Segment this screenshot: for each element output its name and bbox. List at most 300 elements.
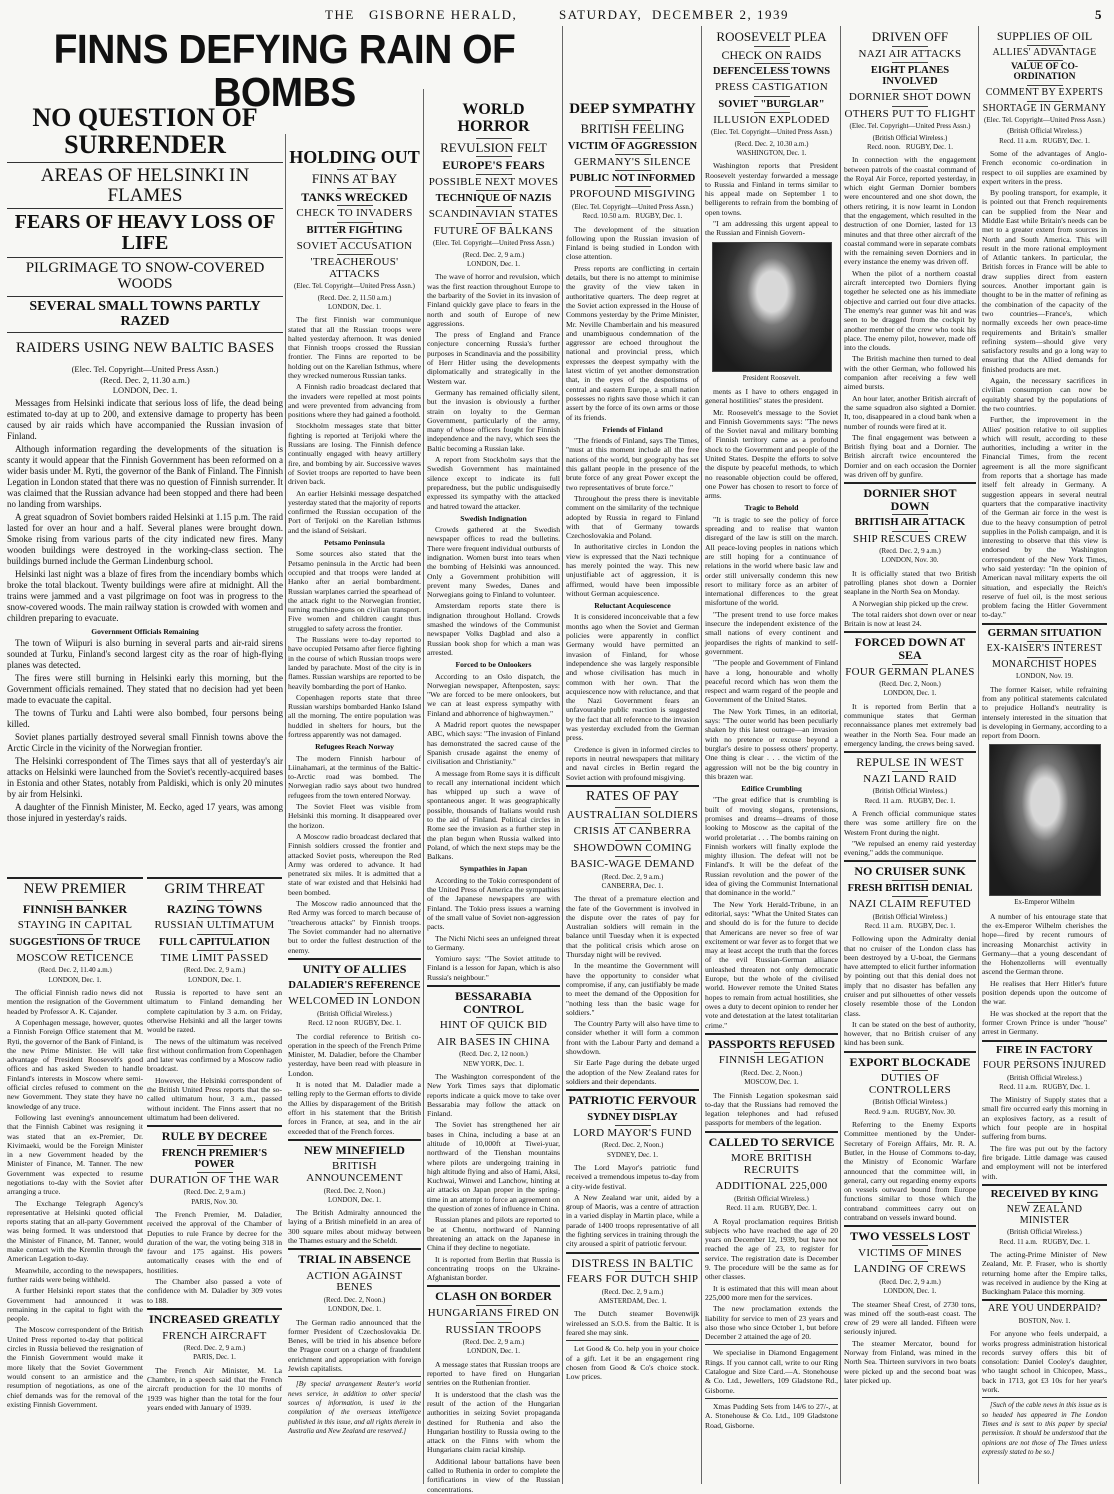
paragraph: It can be stated on the best of authority, however, that no British cruiser of any kind has been sunk. bbox=[844, 1019, 976, 1048]
received-line: Recd. 9 a.m. bbox=[864, 1107, 900, 1116]
headline: RUSSIAN TROOPS bbox=[445, 1323, 542, 1336]
paragraph: The first Finnish war communique stated that all the Russian troops were halted yesterday afternoon. It was denied that Finnish troops crossed the Russian frontier. The Finns are reported to be holding out on the Karelian Isthmus, where they wrecked numerous Russian tanks. bbox=[288, 315, 421, 380]
received-line: (Recd. Dec. 2, 9 a.m.) bbox=[879, 547, 941, 556]
headline: FRENCH PREMIER'S POWER bbox=[161, 1147, 268, 1170]
paragraph: In authoritative circles in London the view is expressed that the Nazi technique has merely pointed the way. This new unjustifiable act of aggression, it is affirmed, would have been impossible without German acquiescence. bbox=[566, 542, 699, 598]
headline: HINT OF QUICK BID bbox=[439, 1019, 548, 1032]
section-subhead: Forced to be Onlookers bbox=[455, 660, 532, 670]
headline: ACTION AGAINST BENES bbox=[306, 1269, 403, 1294]
paragraph: The British machine then turned to deal with the other German, who followed his companion after receiving a few well aimed bursts. bbox=[844, 354, 976, 392]
headline: FOUR PERSONS INJURED bbox=[982, 1060, 1107, 1072]
headline: FULL CAPITULATION bbox=[159, 936, 270, 948]
credit-line: (British Official Wireless.) bbox=[872, 1098, 948, 1107]
paragraph: Russian planes and pilots are reported to be at Chentu, northward of Nanning threatening an attack on the Japanese in China if they decline to negotiate. bbox=[427, 1215, 560, 1253]
headline: SHOWDOWN COMING bbox=[573, 841, 692, 854]
dateline: LONDON, Dec. 1. bbox=[466, 260, 521, 269]
paragraph: However, the Helsinki correspondent of the British United Press reports that the so-called ultimatum hour, 3 a.m., passed without incident. The Finns assert that no ultimatum had been delivered. bbox=[147, 1075, 282, 1122]
received-line: (Recd. Dec. 2, 11.50 a.m.) bbox=[317, 293, 392, 302]
paragraph: The Helsinki correspondent of The Times says that all of yesterday's air attacks on Helsinki were launched from the Soviet's recently-acquired bases in Estonia and other States, notably from Paldiski, which is only 20 minutes by air from Helsinki. bbox=[7, 756, 283, 800]
column-2 bbox=[147, 874, 282, 1484]
dateline: BOSTON, Nov. 1. bbox=[1018, 1316, 1071, 1325]
headline: RATES OF PAY bbox=[585, 788, 680, 804]
paragraph: The total raiders shot down over or near Britain is now at least 24. bbox=[844, 609, 976, 629]
column-rule bbox=[840, 26, 841, 1484]
paragraph: The Chamber also passed a vote of confidence with M. Daladier by 309 votes to 188. bbox=[147, 1277, 282, 1305]
paragraph: Further, the improvement in the Allies' position relative to oil supplies which will result, according to these authorities, including a writer in the Financial Times, from the recent agreement is all the more significant from reports that a shortage has made itself felt already in Germany. A suggestion appears in several neutral quarters that the comparative inactivity of the German air force in the west is due to the heavy consumption of petrol supplies in the Polish campaign, and it is interesting to observe that this view is endorsed by the Washington correspondent of the New York Times, who said yesterday: "In the opinion of American naval military experts the oil situation, and especially the Reich's reserve of fuel oil, is the most serious problem facing the Hitler Government to-day." bbox=[982, 415, 1107, 620]
received-line: Recd. 11 a.m. bbox=[864, 796, 904, 805]
headline: HUNGARIANS FIRED ON bbox=[427, 1307, 560, 1320]
credit-line: (British Official Wireless.) bbox=[1007, 127, 1082, 136]
headline: RAZING TOWNS bbox=[166, 901, 263, 916]
headline: OTHERS PUT TO FLIGHT bbox=[844, 107, 976, 120]
headline: LORD MAYOR'S FUND bbox=[573, 1126, 692, 1139]
paragraph: It is noted that M. Daladier made a telling reply to the German efforts to divide the Allies by disparagement of the British effort in his statement that the British forces in France, at sea, and in the air exceeded that of the French forces. bbox=[288, 1080, 421, 1136]
dateline-text: RUGBY, Dec. 1. bbox=[905, 142, 953, 151]
headline: NO CRUISER SUNK bbox=[854, 864, 966, 879]
paragraph: According to an Oslo dispatch, the Norwegian newspaper, Aftenposten, says: "We are forced to be mere onlookers, but we can at least express sympathy with Finland and abhorrence of highwaymen." bbox=[427, 671, 560, 718]
paragraph: ments as I have to others engaged in general hostilities" states the president. bbox=[705, 386, 838, 406]
headline: SHORTAGE IN GERMANY bbox=[982, 102, 1107, 114]
headline: TANKS WRECKED bbox=[301, 189, 408, 204]
paragraph: The acting-Prime Minister of New Zealand, Mr. P. Fraser, who is shortly returning home after the Empire talks, was received in audience by the King at Buckingham Palace this morning. bbox=[982, 1250, 1107, 1297]
dateline bbox=[288, 1019, 421, 1028]
dateline-text: RUGBY, Dec. 1. bbox=[1042, 1082, 1090, 1091]
advertisement: Let Good & Co. help you in your choice of a gift. Let it be an engagement ring chosen from Good & Co's choice stock. Low prices. bbox=[566, 1344, 699, 1382]
paragraph: The development of the situation following upon the Russian invasion of Finland is being studied in London with close attention. bbox=[566, 224, 699, 262]
headline: WORLD HORROR bbox=[457, 101, 530, 135]
column-4 bbox=[427, 100, 560, 1494]
dateline bbox=[844, 1108, 976, 1117]
headline: FUTURE OF BALKANS bbox=[433, 224, 554, 237]
headline: SOVIET "BURGLAR" bbox=[718, 98, 825, 110]
column-5 bbox=[566, 100, 699, 1484]
page-number: 5 bbox=[1095, 7, 1103, 22]
column-rule bbox=[423, 89, 424, 1484]
paragraph: Yomiuro says: "The Soviet attitude to Finland is a lesson for Japan, which is also Russia's neighbour." bbox=[427, 954, 560, 982]
lead-subhead: PILGRIMAGE TO SNOW-COVERED WOODS bbox=[25, 260, 265, 293]
headline: ARE YOU UNDERPAID? bbox=[988, 1303, 1101, 1315]
headline: FEARS FOR DUTCH SHIP bbox=[566, 1273, 699, 1286]
paragraph: The fire was put out by the factory fire brigade. Little damage was caused and employment will not be interfered with. bbox=[982, 1143, 1107, 1181]
paragraph: The steamer Mercator, bound for Norway from Finland, was mined in the North Sea. Thirteen survivors in two boats were picked up and the second boat was later picked up. bbox=[844, 1338, 976, 1385]
received-line: (Recd. Dec. 2, Noon.) bbox=[740, 1068, 803, 1077]
section-subhead: Swedish Indignation bbox=[460, 513, 527, 523]
headline: 'TREACHEROUS' ATTACKS bbox=[310, 256, 399, 280]
paragraph: Amsterdam reports state there is indignation throughout Holland. Crowds smashed the windows of the Communist newspaper Volks Dagblad and also a Russian book shop for which a man was arrested. bbox=[427, 601, 560, 657]
paragraph: Soviet planes partially destroyed several small Finnish towns above the Arctic Circle in the vicinity of the Norwegian frontier. bbox=[7, 732, 283, 754]
paragraph: Following upon the Admiralty denial that no cruiser of the London class has been destroyed by a U-boat, the Germans have attempted to elicit further information by pointing out that this denial does not imply that no disaster has befallen any cruiser and put silhouettes of other vessels closely resemble those of the London class. bbox=[844, 934, 976, 1018]
paragraph: It is officially stated that two British patrolling planes shot down a Dornier seaplane in the North Sea on Monday. bbox=[844, 568, 976, 597]
headline: SUGGESTIONS OF TRUCE bbox=[9, 936, 141, 948]
paragraph: An earlier Helsinki message despatched yesterday stated that the majority of reports confirmed the Russian occupation of the Port of Terijoki on the Karelian Isthmus and the island of Seiskari. bbox=[288, 488, 421, 535]
section-subhead: Refugees Reach Norway bbox=[315, 742, 394, 752]
headline: DALADIER'S REFERENCE bbox=[288, 980, 421, 992]
headline: RULE BY DECREE bbox=[161, 1129, 268, 1144]
paragraph: The Dutch steamer Bovenwijk wirelessed an S.O.S. from the Baltic. It is feared she may sink. bbox=[566, 1309, 699, 1337]
section-subhead: Government Officials Remaining bbox=[91, 626, 199, 636]
lead-subhead: AREAS OF HELSINKI IN FLAMES bbox=[40, 164, 250, 206]
received-line: (Recd. Dec. 2, 9 a.m.) bbox=[183, 1188, 246, 1197]
column-7 bbox=[844, 28, 976, 1484]
headline: LANDING OF CREWS bbox=[853, 1263, 967, 1276]
paragraph: Although information regarding the developments of the situation is scanty it would appear that the Finnish Government has been reformed on a wider basis under M. Ryti, the governor of the Bank of Finland. The Finnish Legation in London stated that there was no question of Finnish surrender. It was claimed that the Russian advance had been stopped and there had been no landing from warships. bbox=[7, 443, 283, 509]
dateline-text: RUGBY, Dec. 1. bbox=[908, 921, 956, 930]
received-line: Recd. 11 a.m. bbox=[999, 1237, 1038, 1246]
paragraph: A Royal proclamation requires British subjects who have reached the age of 20 years on December 12, 1939, but have not reached the age of 23, to register for service. The registration date is December 9. The procedure will be the same as for other classes. bbox=[705, 1216, 838, 1282]
paragraph: The press of England and France conjecture concerning Russia's further purposes in Scandinavia and the possibility of Herr Hitler using the developments diplomatically and strategically in the Western war. bbox=[427, 330, 560, 386]
paragraph: Additional labour battalions have been called to Ruthenia in order to complete the fortifications in view of the Russian concentrations. bbox=[427, 1456, 560, 1494]
paragraph: It is reported from Berlin that a communique states that German reconnaissance planes met extremely bad weather in the North Sea. Four made an emergency landing, the crews being saved. bbox=[844, 701, 976, 748]
paragraph: The news of the ultimatum was received first without confirmation from Copenhagen and later was confirmed by a Moscow radio broadcast. bbox=[147, 1036, 282, 1074]
headline: DISTRESS IN BALTIC bbox=[571, 1255, 694, 1270]
headline: SUPPLIES OF OIL bbox=[996, 29, 1093, 43]
credit-line: (British Official Wireless.) bbox=[872, 912, 948, 921]
received-line: (Recd. Dec. 2, Noon.) bbox=[601, 1141, 664, 1150]
headline: VICTIMS OF MINES bbox=[858, 1246, 962, 1259]
headline: NEW ZEALAND MINISTER bbox=[1006, 1204, 1083, 1226]
headline: EX-KAISER'S INTEREST bbox=[986, 643, 1103, 655]
headline: PUBLIC NOT INFORMED bbox=[569, 173, 696, 185]
headline: GERMANY'S SILENCE bbox=[574, 155, 691, 168]
dateline-text: RUGBY, Dec. 1. bbox=[908, 796, 956, 805]
paragraph: Messages from Helsinki indicate that serious loss of life, the dead being estimated to-day at up to 200, and extensive damage to property has been caused by air raids which have accompanied the Russian invasion of Finland. bbox=[7, 397, 283, 441]
received-line: Recd. 11 a.m. bbox=[999, 136, 1038, 145]
headline: NAZI LAND RAID bbox=[863, 772, 957, 785]
headline: BRITISH AIR ATTACK bbox=[854, 517, 966, 529]
lead-subhead: SEVERAL SMALL TOWNS PARTLY RAZED bbox=[29, 298, 261, 329]
dateline-text: RUGBY, Nov. 30. bbox=[904, 1107, 956, 1116]
headline: ROOSEVELT PLEA bbox=[716, 29, 827, 44]
received-line: (Recd. Dec. 2, 10.30 a.m.) bbox=[734, 139, 809, 148]
lead-subhead: FEARS OF HEAVY LOSS OF LIFE bbox=[14, 211, 276, 255]
received-line: (Recd. Dec. 2, 12 noon.) bbox=[459, 1050, 528, 1059]
credit-line: (Elec. Tel. Copyright—United Press Assn.) bbox=[572, 203, 693, 211]
received-line: (Recd. Dec. 2, 9 a.m.) bbox=[462, 250, 525, 259]
paragraph: Some sources also stated that the Petsamo peninsula in the Arctic had been occupied and that troops were landed at Hanko after an aerial bombardment. Russian warplanes carried the spearhead of the attack right to the Norwegian frontier, turning machine-guns on civilian transport. Five women and children caught thus struggled to safety across the frontier. bbox=[288, 549, 421, 633]
section-subhead: Tragic to Behold bbox=[744, 503, 799, 513]
headline: DORNIER SHOT DOWN bbox=[848, 91, 972, 104]
dateline-text: RUGBY, Dec. 1. bbox=[769, 1204, 817, 1213]
received-line: (Recd. Dec. 2, 9 a.m.) bbox=[183, 966, 246, 975]
column-8 bbox=[982, 28, 1107, 1484]
received-line: (Recd. Dec. 2, 11.40 a.m.) bbox=[38, 966, 112, 975]
paragraph: "The present trend to use force makes insecure the independent existence of the small nations of every continent and jeopardises the rights of mankind to self-government. bbox=[705, 609, 838, 656]
headline: EXPORT BLOCKADE bbox=[849, 1054, 971, 1069]
headline: ADDITIONAL 225,000 bbox=[715, 1180, 828, 1193]
headline: CHECK ON RAIDS bbox=[721, 47, 822, 62]
masthead-paper-name: GISBORNE HERALD, bbox=[369, 7, 518, 22]
paragraph: The Washington correspondent of the New York Times says that diplomatic reports indicate a quick move to take over Bessarabia may follow the attack on Finland. bbox=[427, 1071, 560, 1119]
dateline: LONDON, Dec. 1. bbox=[112, 384, 178, 395]
reuters-note: [By special arrangement Reuter's world news service, in addition to other special sources of information, is used in the compilation of the overseas intelligence published in this issue, and all rights therein in Australia and New Zealand are reserved.] bbox=[288, 1380, 421, 1435]
dateline: MOSCOW, Dec. 1. bbox=[744, 1078, 799, 1087]
headline: POSSIBLE NEXT MOVES bbox=[428, 175, 559, 188]
dateline-text: RUGBY, Dec. 1. bbox=[353, 1019, 401, 1028]
paragraph: The Nichi Nichi sees an unfeigned threat to Germany. bbox=[427, 933, 560, 952]
headline: CLASH ON BORDER bbox=[435, 1289, 552, 1304]
headline: CRISIS AT CANBERRA bbox=[573, 825, 692, 838]
headline: NAZI AIR ATTACKS bbox=[858, 47, 962, 60]
paragraph: The French Premier, M. Daladier, received the approval of the Chamber of Deputies to rule France by decree for the duration of the war, the voting being 318 in favour and 175 against. His powers automatically ceases with the end of hostilities. bbox=[147, 1209, 282, 1275]
paragraph: "We repulsed an enemy raid yesterday evening," adds the communique. bbox=[844, 838, 976, 858]
headline: FORCED DOWN AT SEA bbox=[854, 635, 966, 663]
received-line: (Recd. Dec. 2, 9 a.m.) bbox=[879, 1278, 941, 1286]
dateline: LONDON, Dec. 1. bbox=[327, 1195, 382, 1204]
paragraph: Throughout the press there is inevitable comment on the similarity of the technique adopted by Russia in regard to Finland with that of Germany towards Czechoslovakia and Poland. bbox=[566, 493, 699, 541]
received-line: Recd. noon. bbox=[866, 142, 901, 151]
received-line: Recd. 11 a.m. bbox=[726, 1204, 765, 1213]
paragraph: He was shocked at the report that the former Crown Prince is under "house" arrest in Germany. bbox=[982, 1008, 1107, 1037]
paragraph: He realises that Herr Hitler's future position depends upon the outcome of the war. bbox=[982, 978, 1107, 1007]
headline: BRITISH ANNOUNCEMENT bbox=[306, 1160, 403, 1184]
paragraph: "The friends of Finland, says The Times, "must at this moment include all the free nations of the world, but geography has set this gallant people in the presence of the brute force of any great Power except the two representatives of brute force." bbox=[566, 436, 699, 492]
paragraph: Stockholm messages state that bitter fighting is reported at Terijoki where the Russians are losing. The Finnish defence continually engaged with heavy artillery fire, and bombing by air. Successive waves of Soviet troops are reported to have been driven back. bbox=[288, 421, 421, 487]
banner-area bbox=[7, 26, 562, 116]
paragraph: It is considered inconceivable that a few months ago when the Soviet and German policies were apparently in conflict Germany would have permitted an invasion of Finland, for whose independence she was largely responsible and whose civilisation has much in common with her own. That the acquiescence now with reluctance, and that the Nazi Government fears an unfavourable public reaction is suggested by the fact that all reference to the invasion was yesterday excluded from the German press. bbox=[566, 612, 699, 743]
headline: NEW MINEFIELD bbox=[304, 1142, 405, 1157]
section-subhead: Reluctant Acquiescence bbox=[594, 601, 671, 611]
headline: SCANDINAVIAN STATES bbox=[428, 208, 559, 221]
paragraph: In the meantime the Government will have the opportunity to consider what compromise, if any, can justifiably be made to meet the demand of the Opposition for "nothing less than the basic wage for soldiers." bbox=[566, 961, 699, 1017]
paragraph: Germany has remained officially silent, but the invasion is obviously a further strain on loyalty to the German Government, particularly of the army, many of whose officers fought for Finnish independence and the navy, which sees the Baltic becoming a Russian lake. bbox=[427, 387, 560, 453]
banner-headline: FINNS DEFYING RAIN OF BOMBS bbox=[53, 26, 516, 116]
headline: BITTER FIGHTING bbox=[306, 224, 403, 236]
dateline: LONDON, Dec. 1. bbox=[883, 1287, 937, 1296]
paragraph: A daughter of the Finnish Minister, M. Eecko, aged 17 years, was among those injured in yesterday's raids. bbox=[7, 802, 283, 824]
headline: VALUE OF CO-ORDINATION bbox=[1010, 62, 1079, 83]
received-line: (Recd. Dec. 2, 11.30 a.m.) bbox=[100, 375, 190, 386]
paragraph: Following last evening's announcement that the Finnish Cabinet was resigning it was stated that an ex-Premier, Dr. Kivimaeki, would be the Foreign Minister in a new Government headed by the Minister of Finance, M. Tanner. The new Government was expected to resume negotiations to-day with the Soviet after arranging a truce. bbox=[7, 1112, 143, 1197]
received-line: (Recd. Dec. 2, 9 a.m.) bbox=[462, 1338, 525, 1347]
paragraph: The threat of a premature election and the fate of the Government is involved in the dispute over the rates of pay for Australian soldiers will remain in the balance until Tuesday when it is expected that the political crisis which arose on Thursday night will be revived. bbox=[566, 894, 699, 960]
paragraph: The Lord Mayor's patriotic fund received a tremendous impetus to-day from a city-wide festival. bbox=[566, 1162, 699, 1191]
headline: INCREASED GREATLY bbox=[148, 1311, 281, 1326]
paragraph: Helsinki last night was a blaze of fires from the incendiary bombs which broke the total blackout. Twenty buildings were afire at midnight. All the trains were jammed and a vast pilgrimage on foot was in progress to the snow-covered woods. The main railway station is crowded with women and children preparing to evacuate. bbox=[7, 568, 283, 623]
paragraph: Sir Earle Page during the debate urged the adoption of the New Zealand rates for soldiers and their dependants. bbox=[566, 1058, 699, 1086]
paragraph: "The great edifice that is crumbling is built of moving slogans, pretensions, promises and dreams—dreams of those looking to Moscow as the capital of the world proletariat . . . The bombs raining on Finnish workers will finally explode the mighty illusion. The defeat will not be Finland's. It will be the defeat of the Russian revolution and the power of the idea of giving the Communist International that dominance in the world." bbox=[705, 795, 838, 898]
headline: AUSTRALIAN SOLDIERS bbox=[566, 808, 699, 821]
paragraph: A report from Stockholm says that the Swedish Government has maintained silence except to indicate its full preparedness, but the public undisguisedly expressed its sympathy with the attacked and hatred toward the attacker. bbox=[427, 455, 560, 511]
dateline: NEW YORK, Dec. 1. bbox=[463, 1059, 524, 1068]
received-line: (Recd. Dec. 2, Noon.) bbox=[879, 680, 941, 689]
paragraph: A Finnish radio broadcast declared that the invaders were repelled at most points and were prevented from advancing from positions where they had gained a foothold. bbox=[288, 382, 421, 420]
paragraph: The French Air Minister, M. La Chambre, in a speech said that the French aircraft production for the 10 months of 1939 was higher than the total for the four years ended with January of 1939. bbox=[147, 1365, 282, 1412]
column-1 bbox=[7, 874, 143, 1484]
paragraph: "I am addressing this urgent appeal to the Russian and Finnish Govern- bbox=[705, 219, 838, 238]
paragraph: A further Helsinki report states that the Government had announced it was remaining in the capital to fight with the people. bbox=[7, 1286, 143, 1324]
paragraph: A Copenhagen message, however, quotes a Finnish Foreign Office statement that M. Ryti, the governor of the Bank of Finland, is the new Prime Minister. He will take advantage of President Roosevelt's good offices and has asked Sweden to handle Finland's interests in Moscow where semi-official circles refused to comment on the new Government. They state they have no knowledge of any truce. bbox=[7, 1017, 143, 1111]
dateline: LONDON, Dec. 1. bbox=[327, 1305, 382, 1314]
paragraph: It is reported from Berlin that Russia is concentrating troops on the Ukraine-Afghanistan border. bbox=[427, 1254, 560, 1283]
headline: NAZI CLAIM REFUTED bbox=[848, 898, 972, 911]
lead-subhead: RAIDERS USING NEW BALTIC BASES bbox=[15, 340, 275, 357]
headline: SHIP RESCUES CREW bbox=[852, 532, 968, 545]
headline: AIR BASES IN CHINA bbox=[436, 1035, 551, 1048]
lead-story bbox=[7, 102, 283, 870]
headline: STAYING IN CAPITAL bbox=[17, 919, 133, 932]
credit-line: (Elec. Tel. Copyright—United Press Assn.) bbox=[711, 128, 832, 137]
dateline: LONDON, Dec. 1. bbox=[466, 1347, 521, 1356]
credit-line: (Elec. Tel. Copyright—United Press Assn.) bbox=[984, 116, 1105, 125]
credit-line: (British Official Wireless.) bbox=[872, 787, 948, 796]
advertisement: Xmas Pudding Sets from 14/6 to 27/-, at A. Stonehouse & Co. Ltd., 109 Gladstone Road, Gisborne. bbox=[705, 1401, 838, 1430]
section-subhead: Sympathies in Japan bbox=[459, 864, 528, 874]
headline: EUROPE'S FEARS bbox=[442, 158, 545, 173]
masthead-the: THE bbox=[325, 7, 355, 22]
paragraph: Meanwhile, according to the newspapers, further raids were being withheld. bbox=[7, 1265, 143, 1284]
headline: ALLIES' ADVANTAGE bbox=[992, 46, 1097, 58]
column-6 bbox=[705, 28, 838, 1484]
headline: VICTIM OF AGGRESSION bbox=[567, 140, 698, 152]
paragraph: The German radio announced that the former President of Czechoslovakia Dr. Benes, will be tried in his absence before the Prague court on a charge of fraudulent enrichment and appropriation with foreign Jewish capitalists. bbox=[288, 1317, 421, 1374]
headline: FIRE IN FACTORY bbox=[996, 1043, 1093, 1056]
section-subhead: Friends of Finland bbox=[602, 424, 663, 434]
headline: REVULSION FELT bbox=[440, 139, 547, 155]
roosevelt-photo bbox=[712, 242, 832, 372]
headline: DORNIER SHOT DOWN bbox=[863, 486, 957, 513]
dateline-text: RUGBY, Dec. 1. bbox=[1042, 136, 1090, 145]
paragraph: The former Kaiser, while refraining from any political statements calculated to prejudice Holland's neutrality is intensely interested in the situation that is developing in Germany, according to a report from Doorn. bbox=[982, 684, 1107, 741]
column-3 bbox=[288, 146, 421, 1484]
credit-line: (British Official Wireless.) bbox=[1007, 1228, 1082, 1237]
paragraph: The New York Herald-Tribune, in an editorial, says: "What the United States can and should do is for the future to decide that Americans are never so free of war excitement or war fever as to forget that we may at least accept the truth that the forces of the evil Russian-German alliance unleashed threaten not only democratic Europe, but the whole of the civilised world. However remote the United States hopes to remain from actual hostilities, she owes a duty to decent opinion to render her vote and detestation at the latest totalitarian crime." bbox=[705, 899, 838, 1030]
column-rule bbox=[701, 26, 702, 1484]
dateline: PARIS, Dec. 1. bbox=[193, 1353, 236, 1362]
headline: PASSPORTS REFUSED bbox=[707, 1036, 836, 1051]
headline: FINNS AT BAY bbox=[311, 170, 398, 186]
headline: SYDNEY DISPLAY bbox=[587, 1111, 678, 1123]
paragraph: Mr. Roosevelt's message to the Soviet and Finnish Governments says: "The news of the Soviet naval and military bombing of Finnish territory came as a profound shock to the Government and people of the United States. Despite the efforts to solve the dispute by peaceful methods, to which no reasonable objection could be offered, one Power has chosen to resort to force of arms. bbox=[705, 407, 838, 501]
headline: REPULSE IN WEST bbox=[856, 755, 964, 770]
headline: WELCOMED IN LONDON bbox=[288, 995, 421, 1008]
paragraph: The Soviet has strengthened her air bases in China, including a base at an altitude of 10,000ft at Tiwei-yuar, northward of the Tienshan mountains where pilots are undergoing training in high altitude flying and also of Hami, Aksi, Kuchwai, Winwei and Lanchow, hinting at air attacks on Japan proper in the spring-time in an attempt to force an agreement on the question of zones of influence in China. bbox=[427, 1120, 560, 1214]
lead-headline: NO QUESTION OF SURRENDER bbox=[32, 103, 258, 160]
paragraph: A message from Rome says it is difficult to recall any international incident which has whipped up such a wave of spontaneous anger. It was geographically possible, thousands of Italians would rush to the aid of Finland. Political circles in Rome see the invasion as a further step in the plan begun when Russia walked into Poland, of which the next steps may be the Balkans. bbox=[427, 768, 560, 862]
paragraph: A number of his entourage state that the ex-Emperor Wilhelm cherishes the hope—fired by recent rumours of increasing Monarchist activity in Germany—that a young descendant of the Hohenzollerns will eventually ascend the German throne. bbox=[982, 911, 1107, 977]
headline: RUSSIAN ULTIMATUM bbox=[154, 919, 275, 932]
paragraph: The fires were still burning in Helsinki early this morning, but the Government officials remained. They stated that no decision had yet been made to evacuate the capital. bbox=[7, 673, 283, 706]
paragraph: A Moscow radio broadcast declared that Finnish soldiers crossed the frontier and attacked Soviet posts, whereupon the Red Army was ordered to advance. It had penetrated six miles. It is admitted that a state of war existed and that Helsinki had been bombed. bbox=[288, 831, 421, 897]
received-line: (Recd. Dec. 2, Noon.) bbox=[323, 1186, 386, 1195]
headline: DURATION OF THE WAR bbox=[149, 1173, 280, 1186]
headline: TWO VESSELS LOST bbox=[850, 1229, 970, 1244]
paragraph: A message states that Russian troops are reported to have fired on Hungarian sentries on the Ruthenian frontier. bbox=[427, 1359, 560, 1388]
credit-line: (Elec. Tel. Copyright—United Press Assn.) bbox=[433, 239, 554, 248]
received-line: (Recd. Dec. 2, 9 a.m.) bbox=[183, 1344, 246, 1353]
dateline: PARIS, Nov. 30. bbox=[191, 1197, 238, 1206]
credit-line: (Elec. Tel. Copyright—United Press Assn.) bbox=[71, 364, 219, 375]
paragraph: For anyone who feels underpaid, a works progress administration historical records survey offers this bit of consolation: Daniel Cooley's daughter, who taught school in Chicopee, Mass., back in 1713, got £3 10s for her year's work. bbox=[982, 1329, 1107, 1395]
paragraph: A great squadron of Soviet bombers raided Helsinki at 1.15 p.m. The raid lasted for over an hour and a half. Several planes were brought down. Smoke rising from various parts of the city indicated new fires. Many wooden buildings were destroyed in the working-class section. The buildings burned include the German Lindenburg school. bbox=[7, 511, 283, 566]
headline: COMMENT BY EXPERTS bbox=[985, 87, 1104, 99]
paragraph: When the pilot of a northern coastal aircraft intercepted two Dorniers flying together he selected one as his immediate objective and carried out four dive attacks. The enemy's rear gunner was hit and was seen to be dragged from the cockpit by another member of the crew who took his place. The enemy pilot, however, made off into the clouds. bbox=[844, 268, 976, 353]
headline: FINNISH LEGATION bbox=[718, 1054, 825, 1067]
paragraph: A New Zealand war unit, aided by a group of Maoris, was a centre of attraction in a varied display in Martin place, while a parade of 1400 troops representative of all the fighting services in training through the city aroused a spirit of patriotic fervour. bbox=[566, 1192, 699, 1249]
paragraph: The Soviet Fleet was visible from Helsinki this morning. It disappeared over the horizon. bbox=[288, 802, 421, 830]
headline: RECEIVED BY KING bbox=[990, 1187, 1099, 1200]
headline: TIME LIMIT PASSED bbox=[160, 951, 269, 964]
headline: PROFOUND MISGIVING bbox=[569, 188, 696, 201]
headline: NEW PREMIER bbox=[23, 881, 127, 897]
headline: FRENCH AIRCRAFT bbox=[162, 1329, 267, 1342]
paragraph: "It is tragic to see the policy of force spreading and to realise that wanton disregard of the law is still on the march. All peace-loving peoples in nations which are still hoping for a continuance of relations in the world where basic law and order still universally condemn this new resort to military force as an arbiter of international differences to the great misfortune of the world. bbox=[705, 514, 838, 608]
paragraph: Washington reports that President Roosevelt yesterday forwarded a message to Russia and Finland in terms similar to his appeal made on September 1 to belligerents to refrain from the bombing of open towns. bbox=[705, 161, 838, 217]
paragraph: Copenhagen reports state that three Russian warships bombarded Hanko Island all the morning. The entire population was huddled in shelters for hours, but the fortress apparently was not damaged. bbox=[288, 692, 421, 739]
dateline bbox=[566, 212, 699, 221]
paragraph: The final engagement was between a British flying boat and a Dornier. The British aircraft twice encountered the Dornier and on each occasion the Dornier was driven off by gunfire. bbox=[844, 432, 976, 479]
dateline-text: RUGBY, Dec. 1. bbox=[635, 212, 683, 221]
paragraph: The towns of Turku and Lahti were also bombed, four persons being killed. bbox=[7, 708, 283, 730]
credit-line: (British Official Wireless.) bbox=[1007, 1073, 1082, 1082]
dateline bbox=[844, 797, 976, 806]
paragraph: The Finnish Legation spokesman said to-day that the Russians had removed the legation telephones and had refused passports for members of the legation. bbox=[705, 1090, 838, 1128]
dateline bbox=[982, 1083, 1107, 1092]
headline: ILLUSION EXPLODED bbox=[713, 113, 830, 126]
column-rule bbox=[285, 134, 286, 869]
paragraph: A Madrid report quotes the newspaper ABC, which says: "The invasion of Finland has demonstrated the sacred cause of the Spanish crusade against the enemy of civilisation and Christianity." bbox=[427, 720, 560, 767]
credit-line: (Elec. Tel. Copyright—United Press Assn.) bbox=[849, 122, 971, 131]
newspaper-page bbox=[7, 4, 1107, 1494]
masthead-date: DECEMBER 2, 1939 bbox=[652, 7, 790, 22]
dateline: AMSTERDAM, Dec. 1. bbox=[598, 1297, 667, 1306]
headline: PATRIOTIC FERVOUR bbox=[568, 1093, 697, 1108]
paragraph: The British Admiralty announced the laying of a British minefield in an area of 300 square miles about midway between the Thames estuary and the Scheldt. bbox=[288, 1208, 421, 1245]
paragraph: According to the Tokio correspondent of the United Press of America the sympathies of the Japanese newspapers are with Finland. The Tokio press issues a warning of the small value of Soviet non-aggression pacts. bbox=[427, 875, 560, 932]
dateline: LONDON, Dec. 1. bbox=[187, 975, 242, 984]
headline: DUTIES OF CONTROLLERS bbox=[868, 1072, 952, 1096]
advertisement: We specialise in Diamond Engagement Rings. If you cannot call, write to our Ring Catalogue and Size Card.—A. Stonehouse & Co. Ltd., Jewellers, 109 Gladstone Rd., Gisborne. bbox=[705, 1348, 838, 1395]
column-rule bbox=[978, 26, 979, 1484]
paragraph: The Country Party will also have time to consider whether it will form a common front with the Labour Party and demand a showdown. bbox=[566, 1019, 699, 1057]
photo-caption: President Roosevelt. bbox=[742, 373, 801, 382]
dateline: LONDON, Dec. 1. bbox=[327, 302, 382, 311]
times-cable-note: [Such of the cable news in this issue as is so headed has appeared in The London Times and is sent to this paper by special permission. It should be understood that the opinions are not those of The Times unless expressly stated to be so.] bbox=[982, 1401, 1107, 1456]
photo-caption: Ex-Emperor Wilhelm bbox=[1014, 898, 1075, 907]
headline: FRESH BRITISH DENIAL bbox=[847, 883, 973, 895]
headline: DEEP SYMPATHY bbox=[569, 101, 696, 117]
dateline: CANBERRA, Dec. 1. bbox=[601, 881, 664, 890]
paragraph: The town of Wiipuri is also burning in several parts and air-raid sirens sounded at Turku, Finland's second largest city as the roar of high-flying planes was detected. bbox=[7, 638, 283, 671]
headline: CHECK TO INVADERS bbox=[296, 207, 413, 220]
headline: FINNISH BANKER bbox=[22, 901, 128, 916]
credit-line: (British Official Wireless.) bbox=[317, 1009, 392, 1018]
paragraph: Again, the necessary sacrifices in civilian consumption can now be equitably shared by the populations of the two countries. bbox=[982, 376, 1107, 413]
paragraph: The steamer Sheaf Crest, of 2730 tons, was mined off the south-east coast. The crew of 29 were all landed. Fifteen were seriously injured. bbox=[844, 1299, 976, 1337]
paragraph: The new proclamation extends the liability for service to men of 23 years and also those who since October 1, but before December 2 attained the age of 20. bbox=[705, 1304, 838, 1342]
dateline bbox=[844, 922, 976, 931]
received-line: Recd. 11 a.m. bbox=[864, 921, 904, 930]
kaiser-photo bbox=[989, 744, 1101, 896]
paragraph: The New York Times, in an editorial, says: "The outer world has been peculiarly shaken by this latest outrage—an invasion with no pretence or excuse beyond a burglar's desire to possess others' property. One thing is clear . . . the victim of the aggression will not be the big country in this brazen war. bbox=[705, 706, 838, 781]
paragraph: The modern Finnish harbour of Liinahamari, at the terminus of the Baltic-to-Arctic road was bombed. The Norwegian radio says about two hundred refugees from the town entered Norway. bbox=[288, 753, 421, 800]
masthead-day: SATURDAY, bbox=[559, 7, 643, 22]
received-line: (Recd. Dec. 2, Noon.) bbox=[323, 1295, 386, 1304]
dateline: LONDON, Dec. 1. bbox=[48, 975, 102, 984]
dateline: LONDON, Nov. 30. bbox=[881, 556, 939, 565]
paragraph: It is understood that the clash was the result of the action of the Hungarian authorities in seizing Soviet propaganda destined for Ruthenia and also the Hungarian hostility to Russia owing to the attack on the Finns with whom the Hungarians claim racial kinship. bbox=[427, 1389, 560, 1455]
paragraph: It is estimated that this will mean about 225,000 more men for the services. bbox=[705, 1283, 838, 1302]
paragraph: The Exchange Telegraph Agency's representative at Helsinki quoted official reports stating that an all-party Government was being formed. It was understood that the Minister of Finance, M. Tanner, would make contact with the Kremlin through the American Legation to-day. bbox=[7, 1198, 143, 1264]
dateline bbox=[982, 137, 1107, 146]
headline: BRITISH FEELING bbox=[580, 121, 685, 136]
headline: MONARCHIST HOPES bbox=[992, 658, 1097, 670]
dateline: LONDON, Dec. 1. bbox=[883, 689, 937, 698]
column-rule bbox=[562, 26, 563, 1484]
credit-line: (Elec. Tel. Copyright—United Press Assn.) bbox=[294, 282, 415, 291]
headline: GERMAN SITUATION bbox=[987, 626, 1102, 639]
headline: BASIC-WAGE DEMAND bbox=[570, 858, 695, 871]
headline: EIGHT PLANES INVOLVED bbox=[870, 65, 950, 88]
